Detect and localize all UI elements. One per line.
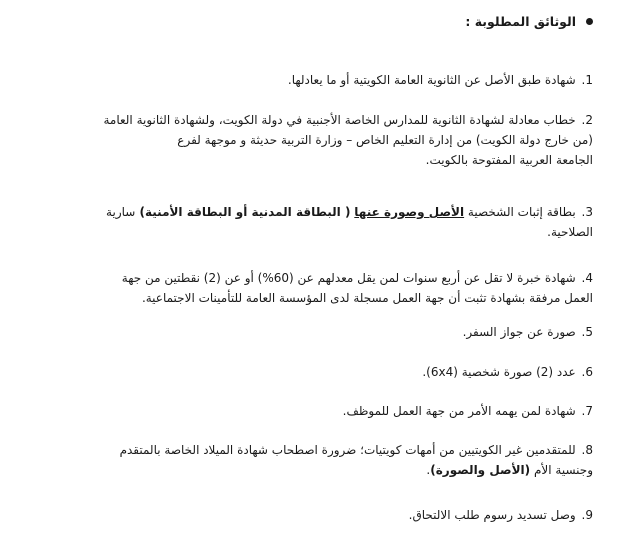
item-text-pre: بطاقة إثبات الشخصية — [464, 205, 576, 219]
item-text: صورة عن جواز السفر. — [462, 325, 576, 339]
item-text-line-2: (من خارج دولة الكويت) من إدارة التعليم الخاص – وزارة التربية حديثة و موجهة لفرع — [177, 133, 593, 147]
list-item-6 — [58, 362, 593, 382]
item-number: .4 — [581, 271, 593, 285]
item-text: شهادة لمن يهمه الأمر من جهة العمل للموظف. — [342, 404, 576, 418]
bullet-icon — [586, 18, 593, 25]
item-number: .5 — [581, 325, 593, 339]
item-number: .8 — [581, 443, 593, 457]
item-text-line-1: شهادة خبرة لا تقل عن أربع سنوات لمن يقل معدلهم عن (60%) أو عن (2) نقطتين من جهة — [121, 271, 576, 285]
item-number: .7 — [581, 404, 593, 418]
item-text: عدد (2) صورة شخصية (6x4). — [422, 365, 576, 379]
item-text-line-2-bold: (الأصل والصورة) — [430, 463, 531, 477]
list-item-3 — [58, 202, 593, 242]
item-text-line-2-post: . — [426, 463, 431, 477]
list-item-9 — [58, 505, 593, 525]
item-text-underlined: الأصل وصورة عنها — [354, 205, 465, 219]
heading-title: الوثائق المطلوبة : — [465, 14, 576, 29]
item-text: شهادة طبق الأصل عن الثانوية العامة الكويتية أو ما يعادلها. — [287, 73, 576, 87]
item-number: .9 — [581, 508, 593, 522]
item-number: .2 — [581, 113, 593, 127]
item-text-line-2-pre: وجنسية الأم — [530, 463, 593, 477]
item-number: .3 — [581, 205, 593, 219]
section-heading — [465, 14, 593, 29]
list-item-8 — [58, 440, 593, 480]
item-number: .6 — [581, 365, 593, 379]
list-item-4 — [58, 268, 593, 308]
list-item-2 — [58, 110, 593, 170]
item-text-line-1: خطاب معادلة لشهادة الثانوية للمدارس الخاصة الأجنبية في دولة الكويت، ولشهادة الثانوية العامة — [103, 113, 576, 127]
list-item-5 — [58, 322, 593, 342]
item-text-line-2: الصلاحية. — [547, 225, 593, 239]
item-text-bold: ( البطاقة المدنية أو البطاقة الأمنية) — [135, 205, 351, 219]
item-text-line-3: الجامعة العربية المفتوحة بالكويت. — [425, 153, 593, 167]
item-text: وصل تسديد رسوم طلب الالتحاق. — [408, 508, 576, 522]
item-number: .1 — [581, 73, 593, 87]
item-text-tail: سارية — [106, 205, 136, 219]
item-text-line-1: للمتقدمين غير الكويتيين من أمهات كويتيات؛ ضرورة اصطحاب شهادة الميلاد الخاصة بالمتقدم — [119, 443, 576, 457]
list-item-7 — [58, 401, 593, 421]
item-text-line-2: العمل مرفقة بشهادة تثبت أن جهة العمل مسجلة لدى المؤسسة العامة للتأمينات الاجتماعية. — [141, 291, 593, 305]
list-item-1 — [58, 70, 593, 90]
